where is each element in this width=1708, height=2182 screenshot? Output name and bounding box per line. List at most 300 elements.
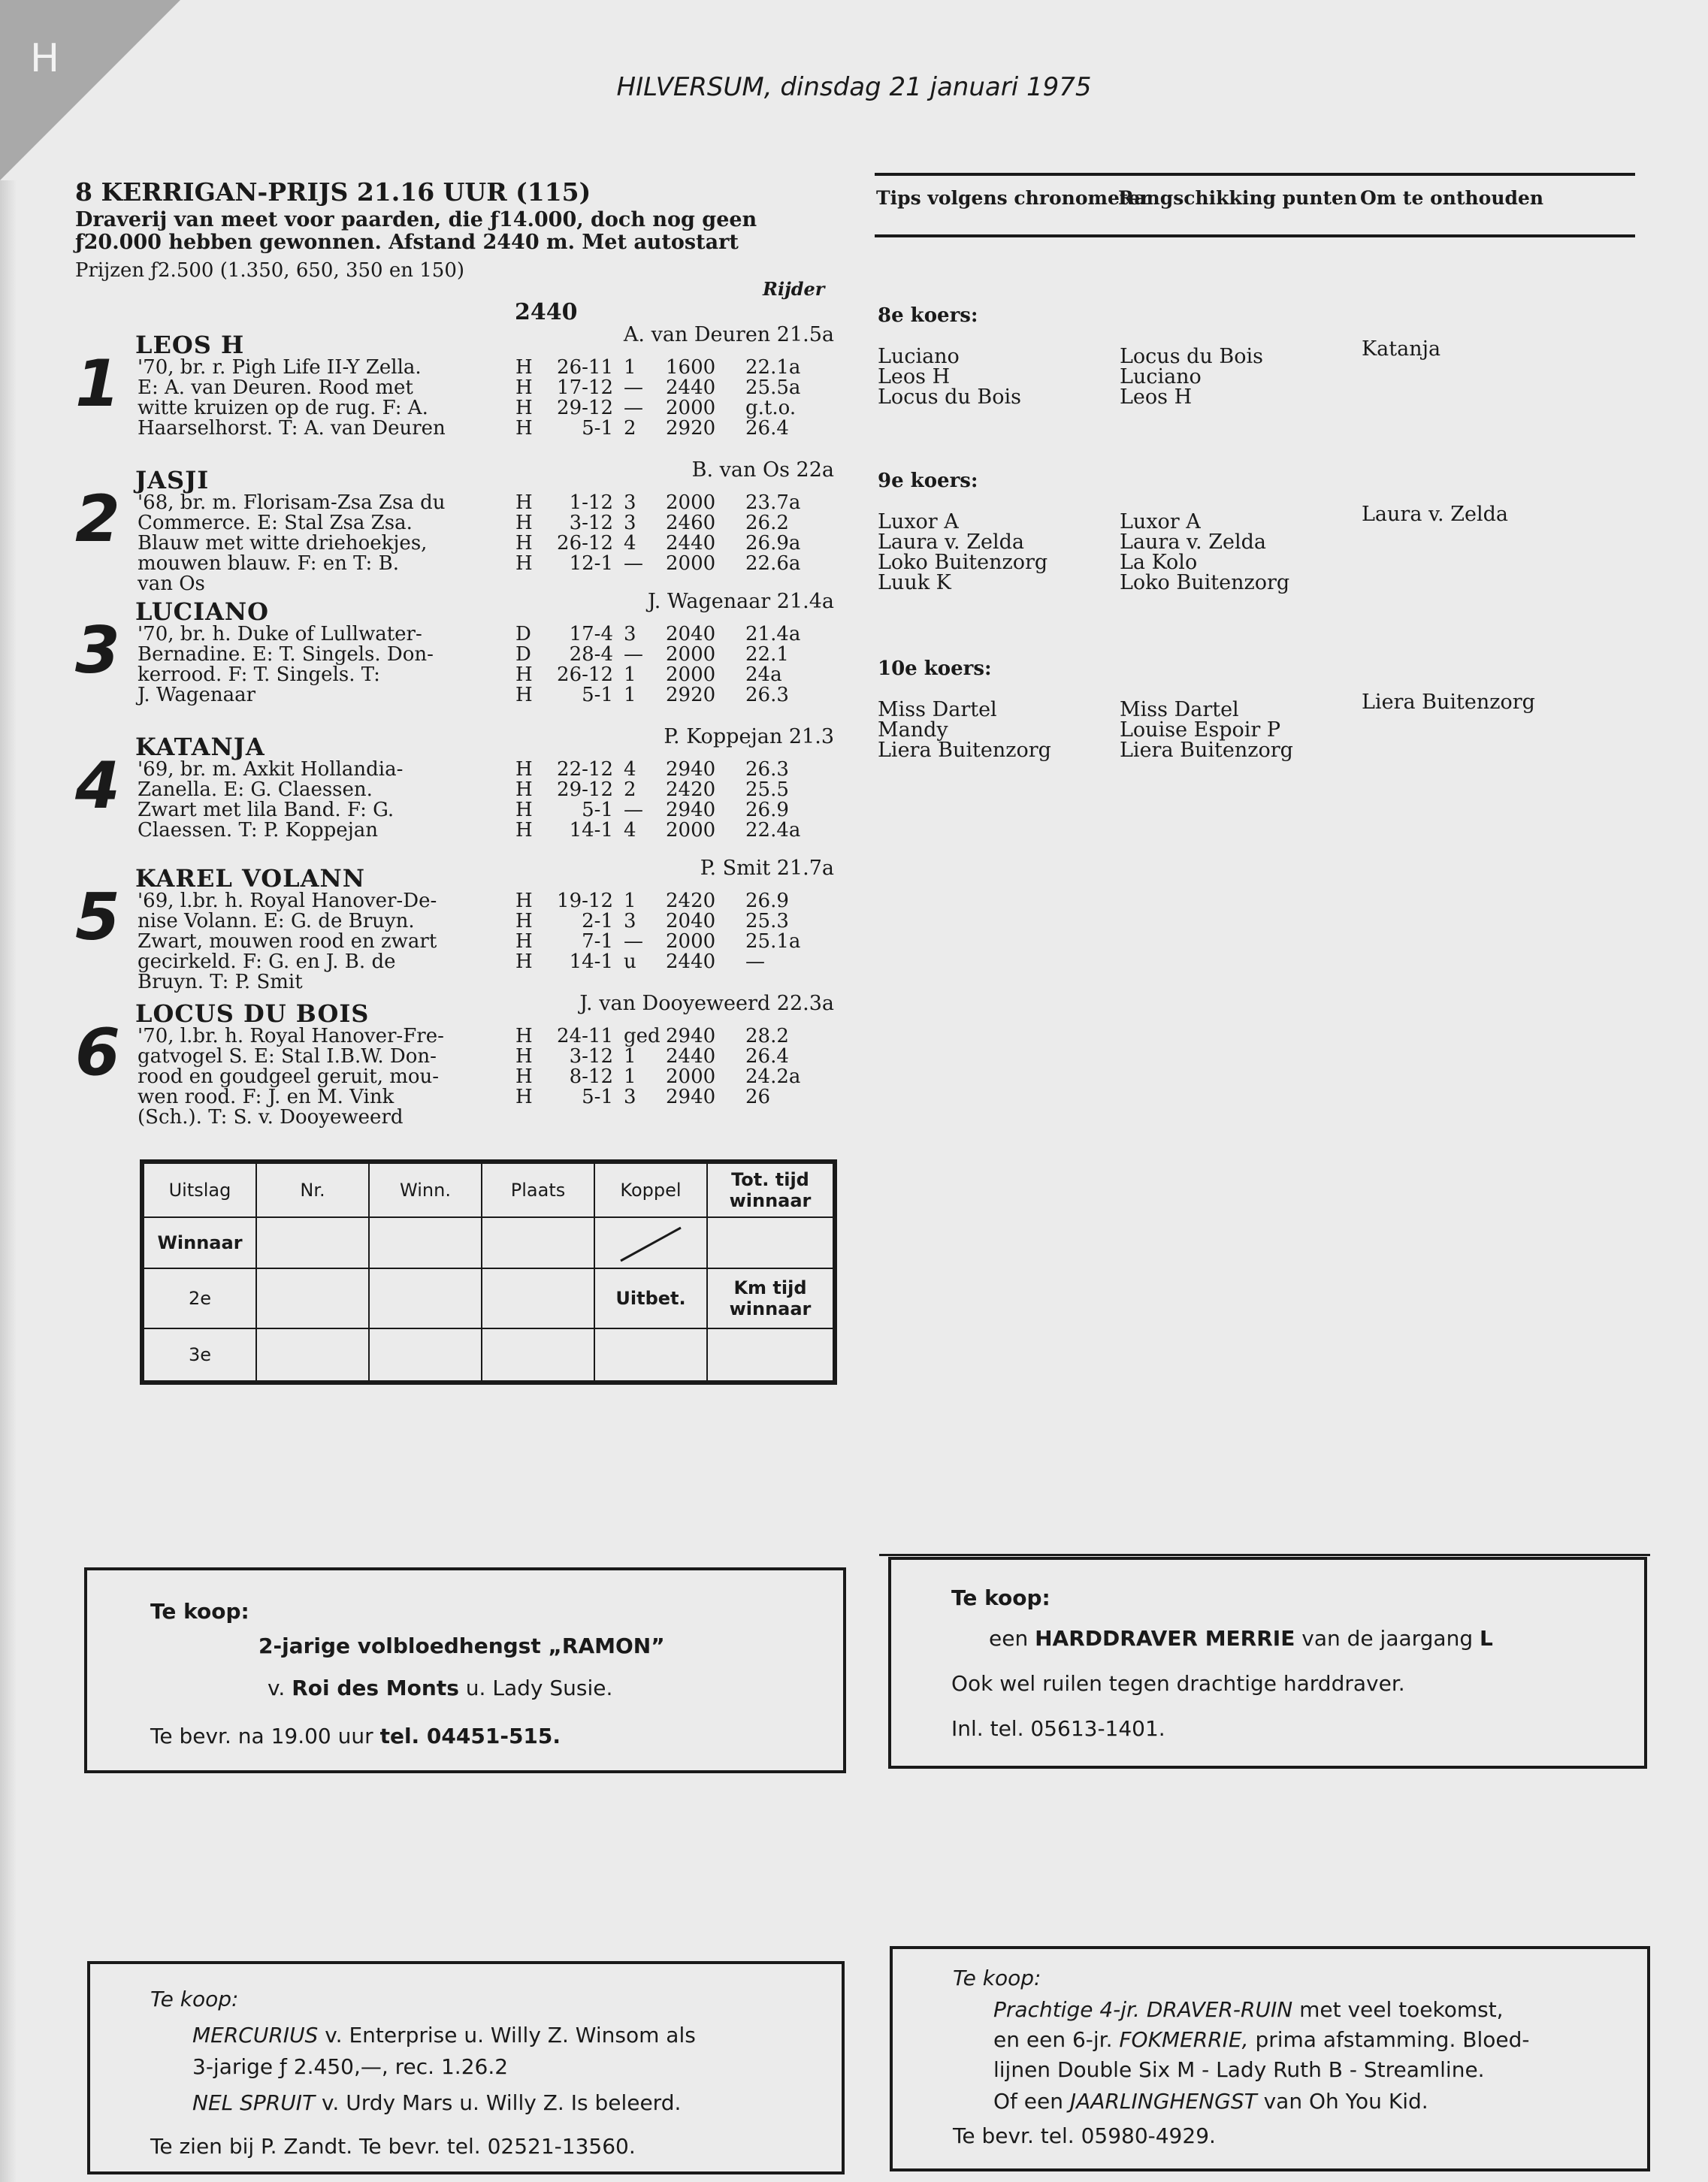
result-cell: 2440 [666,950,716,973]
result-cell: 1600 [666,356,716,379]
horse-description-line: '70, br. h. Duke of Lullwater- [138,623,422,645]
horse-name: JASJI [135,466,210,494]
horse-result-row [515,1047,821,1067]
ad-line: Ook wel ruilen tegen drachtige harddraver. [951,1671,1405,1696]
result-cell: 3 [624,491,636,514]
result-cell: 2920 [666,684,716,706]
result-cell: 26.3 [745,684,789,706]
horse-number: 5 [75,880,120,955]
result-cell: ged [624,1025,661,1047]
tip-entry: Locus du Bois [1120,345,1263,368]
result-cell: H [515,356,533,379]
horse-result-row [515,821,821,841]
horse-description-line: '70, l.br. h. Royal Hanover-Fre- [138,1025,444,1047]
tip-entry: Leos H [878,365,951,388]
tip-entry: La Kolo [1120,551,1198,574]
result-cell: H [515,910,533,932]
horse-result-row [515,493,821,513]
ad-harddraver [888,1557,1647,1769]
tip-entry: Louise Espoir P [1120,718,1281,742]
horse-result-row [515,1087,821,1108]
grid-label-uitbet: Uitbet. [595,1269,708,1328]
tip-entry: Loko Buitenzorg [878,551,1048,574]
tip-entry: Luciano [878,345,960,368]
result-cell: 2460 [666,512,716,534]
result-cell: 22.6a [745,552,801,575]
race-desc-line: ƒ20.000 hebben gewonnen. Afstand 2440 m. Met autostart [75,231,739,254]
tip-entry: Katanja [1362,337,1441,361]
ad-label: Te koop: [150,1987,239,2011]
ad-line: Te zien bij P. Zandt. Te bevr. tel. 02521-13560. [150,2134,636,2159]
race-heading: 8 KERRIGAN-PRIJS 21.16 UUR (115) [75,177,591,207]
result-cell: 2000 [666,552,716,575]
tip-entry: Leos H [1120,385,1193,409]
race-prizes: Prijzen ƒ2.500 (1.350, 650, 350 en 150) [75,259,465,282]
corner-letter: H [30,36,60,81]
ad-line [192,2023,696,2048]
result-cell: 17-12 [557,376,613,399]
result-cell: 5-1 [582,684,613,706]
result-cell: D [515,643,531,666]
horse-description-line: Zwart met lila Band. F: G. [138,799,395,821]
grid-label-km-tijd: Km tijd winnaar [729,1277,812,1319]
result-cell: H [515,552,533,575]
result-cell: 28.2 [745,1025,789,1047]
horse-description-line: E: A. van Deuren. Rood met [138,376,413,399]
result-cell: u [624,950,636,973]
result-cell: 25.5a [745,376,801,399]
result-cell: H [515,512,533,534]
result-cell: 2420 [666,890,716,912]
tip-entry: Mandy [878,718,948,742]
result-cell: 29-12 [557,778,613,801]
grid-cell-slash [595,1218,708,1268]
ad-text: MERCURIUS [192,2023,319,2048]
ad-label: Te koop: [953,1966,1041,1990]
result-cell: 2000 [666,491,716,514]
tip-entry: Luciano [1120,365,1202,388]
horse-description-line: rood en goudgeel geruit, mou- [138,1065,440,1088]
ad-line [192,2090,681,2115]
result-cell: 1 [624,684,636,706]
result-cell: 8-12 [569,1065,613,1088]
result-cell: 1 [624,663,636,686]
ad-text: Of een [993,2089,1063,2114]
grid-cell [708,1329,833,1380]
tip-entry: Luxor A [878,510,959,533]
result-cell: g.t.o. [745,397,797,419]
result-cell: 1 [624,1065,636,1088]
result-cell: 2440 [666,532,716,555]
koers-title: 10e koers: [878,657,992,680]
result-cell: 1 [624,890,636,912]
horse-result-row [515,1026,821,1047]
result-cell: — [624,376,643,399]
result-cell: H [515,930,533,953]
result-cell: 2440 [666,376,716,399]
ad-text: van Oh You Kid. [1263,2089,1428,2114]
tip-entry: Liera Buitenzorg [1362,691,1535,714]
koers-title: 9e koers: [878,470,978,492]
grid-cell [370,1218,482,1268]
ad-line: Te bevr. tel. 05980-4929. [953,2123,1216,2148]
result-cell: 1-12 [569,491,613,514]
result-cell: H [515,532,533,555]
grid-cell [257,1329,370,1380]
result-cell: 2000 [666,643,716,666]
horse-description-line: J. Wagenaar [138,684,256,706]
result-cell: 25.5 [745,778,789,801]
horse-description-line: Claessen. T: P. Koppejan [138,819,378,842]
horse-description-line: '69, br. m. Axkit Hollandia- [138,758,404,781]
horse-name: KATANJA [135,733,265,761]
horse-rider: P. Koppejan 21.3 [664,725,834,748]
grid-cell [370,1269,482,1328]
distance-label: 2440 [515,299,578,325]
horse-result-row [515,891,821,911]
result-cell: H [515,890,533,912]
result-cell: H [515,1065,533,1088]
tip-entry: Liera Buitenzorg [878,739,1051,762]
koers-title: 8e koers: [878,304,978,327]
ad-text: u. Lady Susie. [465,1676,613,1700]
grid-header-tot-tijd: Tot. tijd winnaar [729,1169,812,1211]
result-cell: 1 [624,1045,636,1068]
grid-header-winn: Winn. [370,1164,482,1216]
result-cell: 2920 [666,417,716,440]
tips-top-rule [875,173,1635,176]
result-cell: 4 [624,819,636,842]
result-cell: H [515,417,533,440]
result-cell: — [624,397,643,419]
result-cell: 25.1a [745,930,801,953]
result-cell: H [515,1086,533,1108]
horse-description-line: nise Volann. E: G. de Bruyn. [138,910,415,932]
grid-cell [595,1329,708,1380]
result-cell: H [515,376,533,399]
horse-result-row [515,780,821,800]
horse-rider: P. Smit 21.7a [700,857,834,880]
horse-result-row [515,800,821,821]
grid-label-3e: 3e [144,1329,257,1380]
horse-result-row [515,932,821,952]
grid-row-3e [144,1329,833,1380]
grid-label-winnaar: Winnaar [144,1218,257,1268]
result-cell: 12-1 [569,552,613,575]
ad-line: 2-jarige volbloedhengst „RAMON” [258,1633,665,1658]
horse-rider: A. van Deuren 21.5a [623,323,834,346]
result-cell: H [515,799,533,821]
result-cell: 24a [745,663,782,686]
result-cell: D [515,623,531,645]
result-cell: 2000 [666,1065,716,1088]
grid-cell [482,1329,595,1380]
ad-text: tel. 04451-515. [379,1724,561,1748]
ad-text: FOKMERRIE, [1119,2027,1249,2052]
ad-text: en een 6-jr. [993,2027,1113,2052]
ad-label: Te koop: [951,1585,1050,1610]
grid-header-row [144,1164,833,1218]
ad-line [993,2089,1428,2114]
ad-line [989,1626,1493,1651]
horse-result-row [515,378,821,398]
result-cell: 5-1 [582,1086,613,1108]
horse-description-line: Zanella. E: G. Claessen. [138,778,373,801]
tip-entry: Laura v. Zelda [1362,503,1508,526]
horse-result-row [515,554,821,574]
grid-row-2e [144,1269,833,1329]
result-cell: 19-12 [557,890,613,912]
result-cell: H [515,1045,533,1068]
tip-entry: Liera Buitenzorg [1120,739,1293,762]
result-cell: 26.4 [745,417,789,440]
result-cell: 2000 [666,930,716,953]
ad-text: van de jaargang [1301,1626,1474,1651]
grid-label-2e: 2e [144,1269,257,1328]
ad-line [993,1997,1504,2022]
result-cell: 26.4 [745,1045,789,1068]
ad-text: met veel toekomst, [1299,1997,1504,2022]
result-cell: 24-11 [557,1025,613,1047]
horse-name: LEOS H [135,331,245,359]
result-cell: H [515,758,533,781]
result-cell: 3 [624,910,636,932]
ad-text: v. [268,1676,286,1700]
result-cell: 2 [624,778,636,801]
ad-label: Te koop: [150,1599,249,1624]
result-cell: 3 [624,512,636,534]
result-cell: 2-1 [582,910,613,932]
result-cell: H [515,950,533,973]
ad-text: Roi des Monts [292,1676,459,1700]
horse-name: LUCIANO [135,597,270,626]
ad-line: 3-jarige ƒ 2.450,—, rec. 1.26.2 [192,2054,509,2079]
ad-line [268,1676,612,1700]
result-cell: 2000 [666,663,716,686]
result-cell: 29-12 [557,397,613,419]
horse-name: LOCUS DU BOIS [135,999,370,1028]
ad-text: NEL SPRUIT [192,2090,316,2115]
ad-text: v. Enterprise u. Willy Z. Winsom als [325,2023,696,2048]
result-cell: 3-12 [569,512,613,534]
result-cell: 22.1a [745,356,801,379]
result-cell: 23.7a [745,491,801,514]
horse-description-line: Bruyn. T: P. Smit [138,971,303,993]
ad-text: v. Urdy Mars u. Willy Z. Is beleerd. [322,2090,682,2115]
horse-result-row [515,645,821,665]
ad-ramon [84,1567,846,1773]
result-cell: 22.1 [745,643,789,666]
race-desc-line: Draverij van meet voor paarden, die ƒ14.000, doch nog geen [75,208,757,231]
tip-entry: Miss Dartel [1120,698,1239,721]
result-cell: 5-1 [582,799,613,821]
rider-label: Rijder [763,278,825,300]
horse-result-row [515,760,821,780]
result-cell: 26.9 [745,799,789,821]
tips-header-chronometer: Tips volgens chronometer [876,187,1150,209]
ad-line [993,2027,1529,2052]
result-cell: 4 [624,758,636,781]
result-cell: 2 [624,417,636,440]
result-cell: 2040 [666,623,716,645]
ads-separator-rule [879,1554,1650,1556]
result-cell: 26.9a [745,532,801,555]
tip-entry: Luuk K [878,571,951,594]
result-cell: 17-4 [569,623,613,645]
tips-header-rule [875,234,1635,237]
horse-description-line: van Os [138,573,205,595]
result-cell: H [515,778,533,801]
grid-header-plaats: Plaats [482,1164,595,1216]
result-cell: 21.4a [745,623,801,645]
horse-number: 2 [75,482,120,557]
horse-rider: J. van Dooyeweerd 22.3a [579,992,834,1015]
horse-description-line: Haarselhorst. T: A. van Deuren [138,417,446,440]
horse-result-row [515,952,821,972]
result-cell: 26.9 [745,890,789,912]
horse-description-line: kerrood. F: T. Singels. T: [138,663,380,686]
result-cell: — [624,799,643,821]
result-cell: 2940 [666,1086,716,1108]
horse-result-row [515,1067,821,1087]
result-cell: 14-1 [569,950,613,973]
tip-entry: Locus du Bois [878,385,1021,409]
result-cell: 3 [624,1086,636,1108]
horse-description-line: gatvogel S. E: Stal I.B.W. Don- [138,1045,437,1068]
tips-header-punten: Rangschikking punten [1118,187,1358,209]
result-cell: — [745,950,765,973]
page-spine [0,180,17,2182]
result-cell: 14-1 [569,819,613,842]
result-cell: 26.2 [745,512,789,534]
tip-entry: Laura v. Zelda [878,530,1024,554]
horse-description-line: (Sch.). T: S. v. Dooyeweerd [138,1106,404,1129]
horse-result-row [515,533,821,554]
horse-rider: J. Wagenaar 21.4a [648,590,834,613]
result-cell: 24.2a [745,1065,801,1088]
horse-name: KAREL VOLANN [135,864,365,893]
result-cell: 3-12 [569,1045,613,1068]
grid-header-uitslag: Uitslag [144,1164,257,1216]
result-cell: 26.3 [745,758,789,781]
ad-text: DRAVER-RUIN [1146,1997,1293,2022]
horse-number: 4 [75,748,120,824]
race-description [75,209,842,254]
horse-description-line: Blauw met witte driehoekjes, [138,532,428,555]
result-cell: H [515,397,533,419]
ad-line [150,1724,561,1748]
ad-line: lijnen Double Six M - Lady Ruth B - Streamline. [993,2057,1485,2082]
ad-text: L [1480,1626,1493,1651]
grid-cell [257,1269,370,1328]
horse-description-line: wen rood. F: J. en M. Vink [138,1086,395,1108]
tips-header-onthouden: Om te onthouden [1360,187,1544,209]
result-cell: H [515,663,533,686]
ad-text: een [989,1626,1029,1651]
ad-draver-ruin [890,1946,1650,2171]
ad-text: prima afstamming. Bloed- [1255,2027,1530,2052]
horse-description-line: Commerce. E: Stal Zsa Zsa. [138,512,413,534]
result-cell: 26-12 [557,532,613,555]
page-header: HILVERSUM, dinsdag 21 januari 1975 [616,72,1092,102]
horse-result-row [515,358,821,378]
horse-result-row [515,419,821,439]
horse-description-line: Bernadine. E: T. Singels. Don- [138,643,434,666]
result-cell: 2940 [666,1025,716,1047]
result-cell: 2000 [666,397,716,419]
result-cell: 3 [624,623,636,645]
grid-row-winnaar [144,1218,833,1269]
horse-description-line: Zwart, mouwen rood en zwart [138,930,437,953]
horse-result-row [515,624,821,645]
result-cell: 2440 [666,1045,716,1068]
tip-entry: Laura v. Zelda [1120,530,1266,554]
result-cell: 26 [745,1086,771,1108]
result-cell: 2940 [666,758,716,781]
horse-result-row [515,911,821,932]
result-cell: 22-12 [557,758,613,781]
grid-header-koppel: Koppel [595,1164,708,1216]
grid-cell [482,1218,595,1268]
horse-result-row [515,398,821,419]
ad-text: Te bevr. na 19.00 uur [150,1724,373,1748]
result-cell: H [515,491,533,514]
result-cell: H [515,684,533,706]
result-cell: — [624,643,643,666]
ad-text: HARDDRAVER MERRIE [1035,1626,1295,1651]
grid-cell [482,1269,595,1328]
result-cell: 2000 [666,819,716,842]
ad-mercurius [87,1961,845,2174]
result-cell: H [515,1025,533,1047]
result-cell: 2420 [666,778,716,801]
result-grid [140,1159,837,1385]
tip-entry: Luxor A [1120,510,1201,533]
result-cell: 26-11 [557,356,613,379]
horse-result-row [515,685,821,706]
tip-entry: Miss Dartel [878,698,997,721]
result-cell: 26-12 [557,663,613,686]
result-cell: 5-1 [582,417,613,440]
horse-description-line: mouwen blauw. F: en T: B. [138,552,399,575]
horse-description-line: gecirkeld. F: G. en J. B. de [138,950,396,973]
horse-number: 3 [75,613,120,688]
result-cell: 4 [624,532,636,555]
horse-result-row [515,665,821,685]
ad-text: JAARLINGHENGST [1069,2089,1257,2114]
horse-description-line: '69, l.br. h. Royal Hanover-De- [138,890,437,912]
horse-number: 1 [75,346,120,422]
grid-cell [257,1218,370,1268]
grid-cell [370,1329,482,1380]
result-cell: 1 [624,356,636,379]
result-cell: — [624,930,643,953]
grid-header-nr: Nr. [257,1164,370,1216]
result-cell: 25.3 [745,910,789,932]
horse-description-line: witte kruizen op de rug. F: A. [138,397,428,419]
horse-result-row [515,513,821,533]
horse-description-line: '70, br. r. Pigh Life II-Y Zella. [138,356,422,379]
result-cell: 28-4 [569,643,613,666]
horse-rider: B. van Os 22a [691,458,834,482]
slash-mark [598,1219,703,1267]
result-cell: — [624,552,643,575]
result-cell: 7-1 [582,930,613,953]
grid-cell [708,1218,833,1268]
result-cell: H [515,819,533,842]
horse-description-line: '68, br. m. Florisam-Zsa Zsa du [138,491,446,514]
result-cell: 2040 [666,910,716,932]
